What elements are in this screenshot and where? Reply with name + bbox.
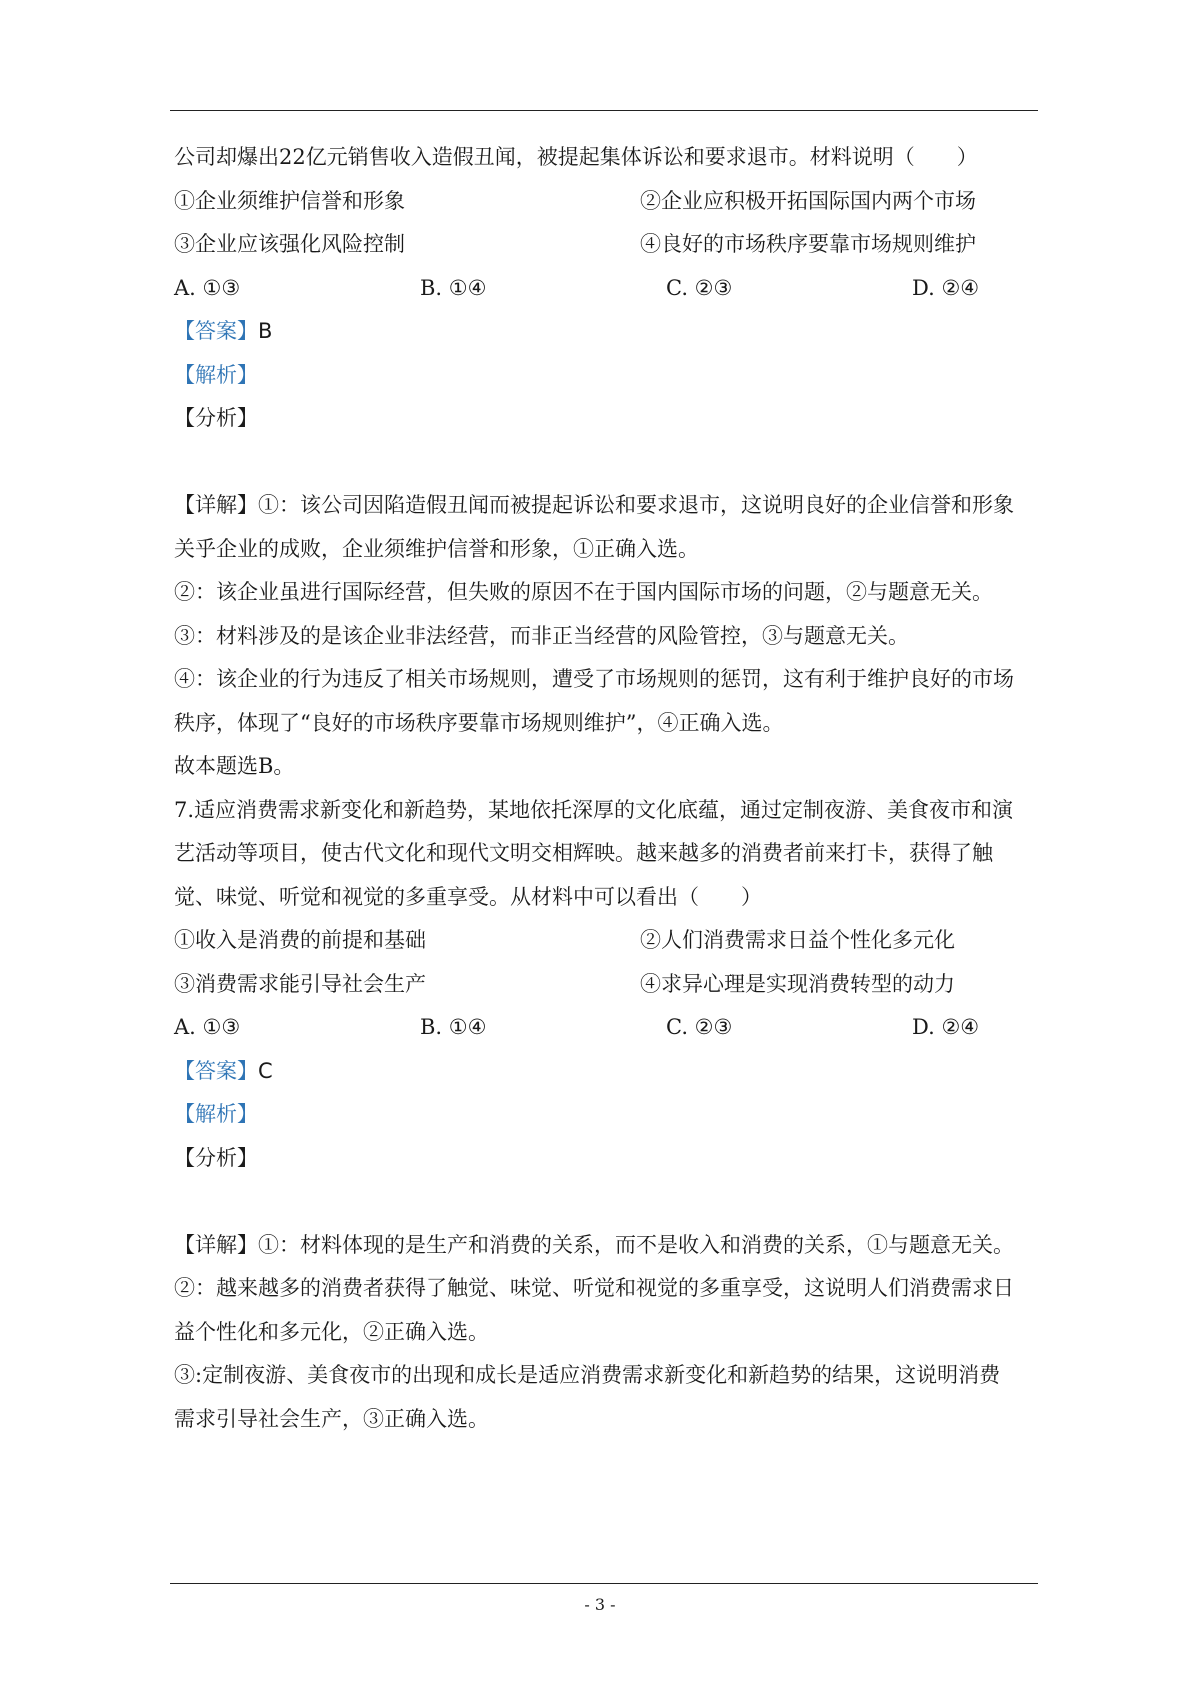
- q6-choice-d: D. ②④: [912, 276, 980, 300]
- q7-stem-3: 觉、味觉、听觉和视觉的多重享受。从材料中可以看出（ ）: [174, 885, 762, 909]
- q6-detail-1: 【详解】①：该公司因陷造假丑闻而被提起诉讼和要求退市，这说明良好的企业信誉和形象: [174, 493, 1014, 517]
- q6-stem: 公司却爆出22亿元销售收入造假丑闻，被提起集体诉讼和要求退市。材料说明（ ）: [174, 145, 978, 169]
- q7-option-2: ②人们消费需求日益个性化多元化: [640, 928, 955, 952]
- footer-rule: [170, 1583, 1038, 1584]
- q7-choice-c: C. ②③: [666, 1015, 733, 1039]
- q7-option-3: ③消费需求能引导社会生产: [174, 972, 426, 996]
- q6-option-1: ①企业须维护信誉和形象: [174, 189, 405, 213]
- q6-fenxi: 【分析】: [174, 406, 258, 430]
- q6-answer: [174, 316, 272, 346]
- q6-detail-5: ④：该企业的行为违反了相关市场规则，遭受了市场规则的惩罚，这有利于维护良好的市场: [174, 667, 1014, 691]
- q7-detail-3: 益个性化和多元化，②正确入选。: [174, 1320, 489, 1344]
- q7-jiexi: 【解析】: [174, 1102, 258, 1126]
- q7-answer: [174, 1056, 273, 1086]
- q7-fenxi: 【分析】: [174, 1146, 258, 1170]
- answer-tag: 【答案】: [174, 319, 258, 343]
- q7-choice-d: D. ②④: [912, 1015, 980, 1039]
- q7-stem-2: 艺活动等项目，使古代文化和现代文明交相辉映。越来越多的消费者前来打卡，获得了触: [174, 841, 993, 865]
- q7-detail-5: 需求引导社会生产，③正确入选。: [174, 1407, 489, 1431]
- header-rule: [170, 110, 1038, 111]
- q6-choice-b: B. ①④: [420, 276, 487, 300]
- q6-choice-c: C. ②③: [666, 276, 733, 300]
- q6-conclusion: 故本题选B。: [174, 754, 295, 778]
- q7-option-1: ①收入是消费的前提和基础: [174, 928, 426, 952]
- answer-value: C: [258, 1059, 273, 1083]
- q6-detail-3: ②：该企业虽进行国际经营，但失败的原因不在于国内国际市场的问题，②与题意无关。: [174, 580, 993, 604]
- q6-detail-2: 关乎企业的成败，企业须维护信誉和形象，①正确入选。: [174, 537, 699, 561]
- q7-detail-4: ③:定制夜游、美食夜市的出现和成长是适应消费需求新变化和新趋势的结果，这说明消费: [174, 1363, 1001, 1387]
- q6-option-3: ③企业应该强化风险控制: [174, 232, 405, 256]
- q6-option-2: ②企业应积极开拓国际国内两个市场: [640, 189, 976, 213]
- q7-detail-2: ②：越来越多的消费者获得了触觉、味觉、听觉和视觉的多重享受，这说明人们消费需求日: [174, 1276, 1014, 1300]
- q6-detail-4: ③：材料涉及的是该企业非法经营，而非正当经营的风险管控，③与题意无关。: [174, 624, 909, 648]
- q6-detail-6: 秩序，体现了“良好的市场秩序要靠市场规则维护”，④正确入选。: [174, 711, 784, 735]
- answer-tag: 【答案】: [174, 1059, 258, 1083]
- q7-stem-1: 7.适应消费需求新变化和新趋势，某地依托深厚的文化底蕴，通过定制夜游、美食夜市和演: [174, 798, 1014, 822]
- q6-option-4: ④良好的市场秩序要靠市场规则维护: [640, 232, 976, 256]
- q6-jiexi: 【解析】: [174, 363, 258, 387]
- q7-choice-b: B. ①④: [420, 1015, 487, 1039]
- answer-value: B: [258, 319, 273, 343]
- q7-option-4: ④求异心理是实现消费转型的动力: [640, 972, 955, 996]
- page-number: - 3 -: [584, 1595, 616, 1614]
- q7-choice-a: A. ①③: [174, 1015, 241, 1039]
- q7-detail-1: 【详解】①：材料体现的是生产和消费的关系，而不是收入和消费的关系，①与题意无关。: [174, 1233, 1014, 1257]
- q6-choice-a: A. ①③: [174, 276, 241, 300]
